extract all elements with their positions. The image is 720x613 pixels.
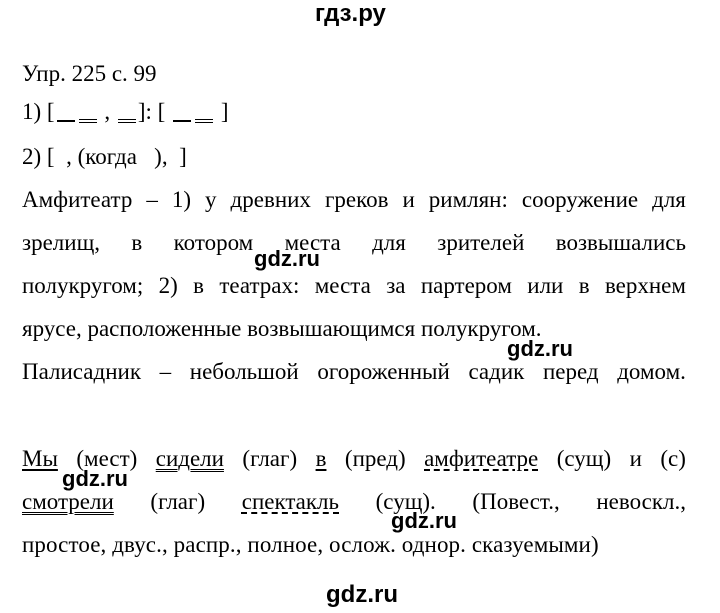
word: Палисадник <box>22 359 141 384</box>
word: древних <box>230 187 311 212</box>
predicate-line <box>118 119 136 123</box>
predicate-line <box>195 119 213 123</box>
word: за <box>386 273 406 298</box>
predicate-line <box>79 119 97 123</box>
scheme-1-bracket-close: ]: <box>137 99 152 124</box>
watermark: gdz.ru <box>326 581 398 608</box>
word: места <box>314 273 371 298</box>
word: (глаг) <box>242 446 298 471</box>
word: огороженный <box>317 359 450 384</box>
word: – <box>146 187 158 212</box>
definition-line-1 <box>22 188 686 211</box>
word: Мы <box>22 446 58 471</box>
watermark: gdz.ru <box>62 466 128 491</box>
word: (пред) <box>344 446 406 471</box>
word: (с) <box>660 446 686 471</box>
word: для <box>652 187 686 212</box>
word: греков <box>324 187 389 212</box>
subject-line <box>57 120 75 122</box>
word: в <box>131 230 143 255</box>
definition-line-3 <box>22 274 686 297</box>
definition-line-4: ярусе, расположенные возвышающимся полукругом. <box>22 316 542 341</box>
word: сидели <box>155 446 224 471</box>
scheme-1-bracket-close-2: ] <box>220 99 229 124</box>
word: верхнем <box>604 273 686 298</box>
word: римлян: <box>428 187 508 212</box>
scheme-1 <box>22 100 229 123</box>
word: домом. <box>617 359 686 384</box>
word: 2) <box>158 273 178 298</box>
site-header: гдз.ру <box>315 0 386 27</box>
word: зрителей <box>437 230 525 255</box>
word: – <box>159 359 172 384</box>
word: или <box>527 273 564 298</box>
exercise-title: Упр. 225 с. 99 <box>22 61 157 86</box>
definition-palisade <box>22 360 686 383</box>
scheme-1-bracket-open-2: [ <box>157 99 166 124</box>
word: (сущ). <box>375 489 436 514</box>
word: партером <box>420 273 512 298</box>
word: для <box>372 230 406 255</box>
word: в <box>578 273 590 298</box>
word: перед <box>542 359 599 384</box>
word: спектакль <box>241 489 340 514</box>
word: невоскл., <box>596 489 686 514</box>
scheme-1-num: 1) <box>22 99 42 124</box>
subject-line <box>173 120 191 122</box>
word: 1) <box>171 187 192 212</box>
word: (Повест., <box>472 489 560 514</box>
word: (глаг) <box>150 489 206 514</box>
word: возвышались <box>555 230 686 255</box>
word: (сущ) <box>556 446 612 471</box>
definition-line-2 <box>22 231 686 254</box>
word: театрах: <box>219 273 300 298</box>
word: в <box>193 273 204 298</box>
word: (мест) <box>76 446 138 471</box>
word: садик <box>468 359 525 384</box>
analysis-line-2 <box>22 490 686 513</box>
scheme-2: 2) [ , (когда ), ] <box>22 144 187 169</box>
word: места <box>284 230 341 255</box>
word: зрелищ, <box>22 230 101 255</box>
word: амфитеатре <box>424 446 539 471</box>
watermark: gdz.ru <box>507 336 573 361</box>
word: небольшой <box>189 359 299 384</box>
word: у <box>205 187 217 212</box>
word: смотрели <box>22 489 114 514</box>
word: сооружение <box>521 187 639 212</box>
word: Амфитеатр <box>22 187 133 212</box>
scheme-1-bracket-open: [ <box>46 99 55 124</box>
scheme-1-comma: , <box>104 99 111 124</box>
word: и <box>629 446 642 471</box>
word: полукругом; <box>22 273 144 298</box>
word: и <box>402 187 415 212</box>
word: котором <box>173 230 254 255</box>
word: в <box>315 446 327 471</box>
analysis-line-3: простое, двус., распр., полное, ослож. однор. сказуемыми) <box>22 532 599 557</box>
watermark: gdz.ru <box>391 508 457 533</box>
watermark: gdz.ru <box>254 246 320 271</box>
